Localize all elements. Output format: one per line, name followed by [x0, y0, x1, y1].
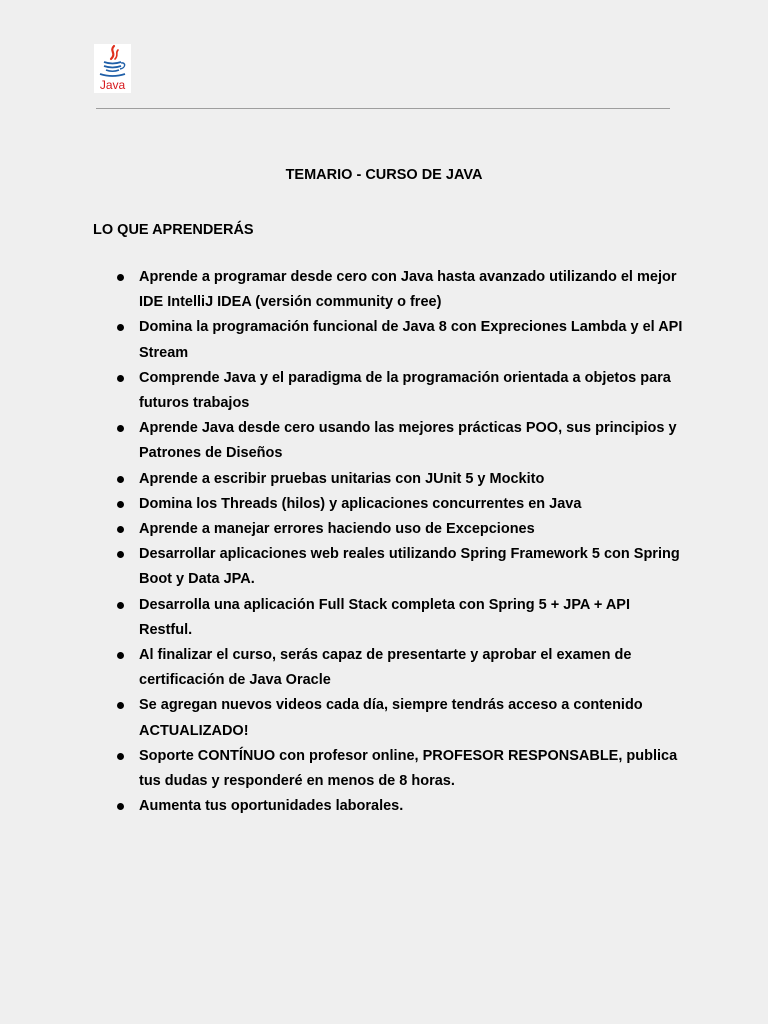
- list-item-text: Comprende Java y el paradigma de la programación orientada a objetos para futuros trabajos: [139, 369, 671, 412]
- list-item-text: Domina la programación funcional de Java 8 con Expreciones Lambda y el API Stream: [139, 319, 683, 361]
- bullet-icon: [117, 702, 124, 709]
- list-item-text: Aprende a programar desde cero con Java hasta avanzado utilizando el mejor IDE IntelliJ IDEA (versión community o free): [139, 269, 677, 311]
- bullet-icon: [117, 324, 124, 331]
- document-title: TEMARIO - CURSO DE JAVA: [285, 167, 483, 183]
- list-item: [113, 517, 683, 542]
- list-item-text: Soporte CONTÍNUO con profesor online, PROFESOR RESPONSABLE, publica tus dudas y responderé en menos de 8 horas.: [139, 747, 678, 790]
- list-item: [113, 744, 683, 794]
- bullet-icon: [117, 501, 124, 508]
- list-item: [113, 315, 683, 365]
- list-item: [113, 542, 683, 592]
- java-logo: [94, 44, 131, 93]
- list-item-text: Se agregan nuevos videos cada día, siempre tendrás acceso a contenido ACTUALIZADO!: [139, 697, 643, 739]
- bullet-icon: [117, 602, 124, 609]
- list-item: [113, 794, 683, 819]
- list-item-text: Aprende Java desde cero usando las mejores prácticas POO, sus principios y Patrones de Diseños: [139, 420, 677, 462]
- section-heading: LO QUE APRENDERÁS: [93, 222, 254, 238]
- header-divider: [96, 108, 670, 109]
- bullet-icon: [117, 476, 124, 483]
- learning-bullet-list: [113, 265, 683, 819]
- list-item-text: Aprende a escribir pruebas unitarias con JUnit 5 y Mockito: [139, 470, 545, 487]
- list-item: [113, 467, 683, 492]
- list-item: [113, 492, 683, 517]
- bullet-icon: [117, 803, 124, 810]
- bullet-icon: [117, 274, 124, 281]
- bullet-icon: [117, 375, 124, 382]
- list-item-text: Desarrolla una aplicación Full Stack completa con Spring 5 + JPA + API Restful.: [139, 596, 631, 638]
- list-item: [113, 643, 683, 693]
- java-logo-text: Java: [99, 78, 126, 92]
- bullet-icon: [117, 526, 124, 533]
- list-item-text: Desarrollar aplicaciones web reales utilizando Spring Framework 5 con Spring Boot y Data JPA.: [139, 546, 680, 588]
- bullet-icon: [117, 652, 124, 659]
- list-item: [113, 416, 683, 466]
- list-item: [113, 265, 683, 315]
- java-coffee-cup-icon: [94, 44, 131, 80]
- list-item-text: Al finalizar el curso, serás capaz de presentarte y aprobar el examen de certificación de Java Oracle: [139, 647, 632, 689]
- list-item: [113, 593, 683, 643]
- list-item-text: Aprende a manejar errores haciendo uso de Excepciones: [139, 521, 535, 538]
- list-item-text: Aumenta tus oportunidades laborales.: [139, 798, 404, 815]
- list-item: [113, 693, 683, 743]
- bullet-icon: [117, 551, 124, 558]
- list-item: [113, 366, 683, 416]
- bullet-icon: [117, 425, 124, 432]
- bullet-icon: [117, 753, 124, 760]
- list-item-text: Domina los Threads (hilos) y aplicaciones concurrentes en Java: [139, 495, 582, 512]
